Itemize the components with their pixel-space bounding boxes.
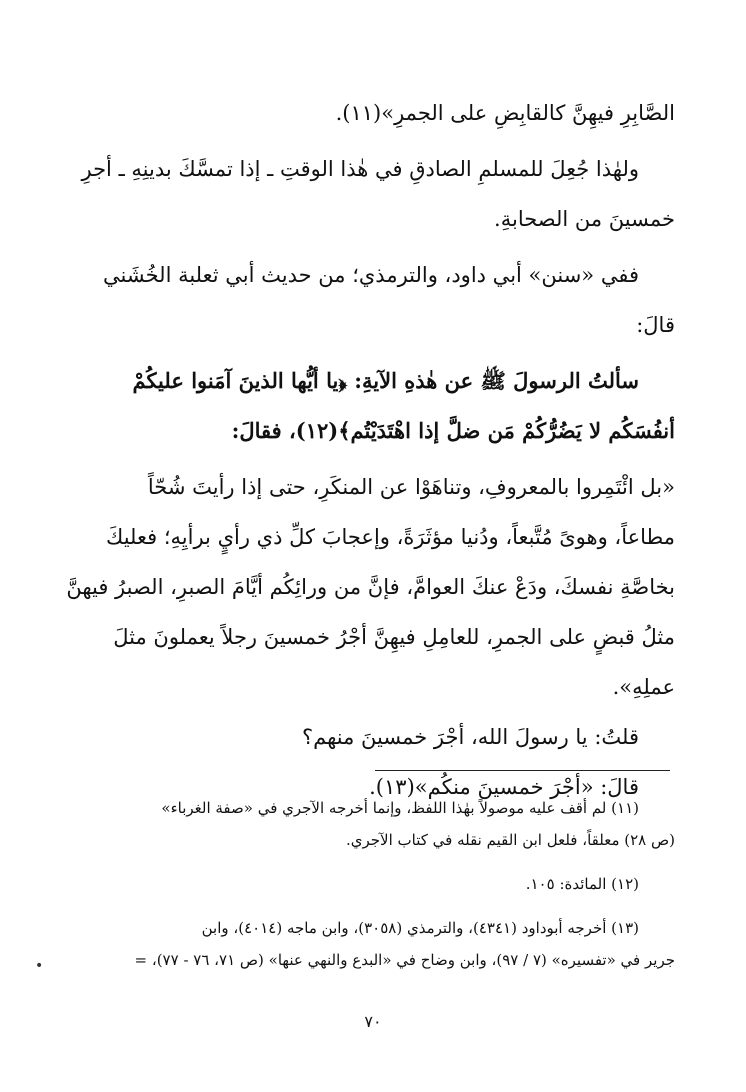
text-line: قلتُ: يا رسولَ الله، أجْرَ خمسينَ منهم؟	[301, 725, 639, 749]
footnote-line: جرير في «تفسيره» (٧ / ٩٧)، وابن وضاح في «البدع والنهي عنها» (ص ٧١، ٧٦ - ٧٧)، =	[134, 951, 675, 969]
text-line: ففي «سنن» أبي داود، والترمذي؛ من حديث أبي ثعلبة الخُشَني	[103, 263, 639, 287]
main-text	[66, 88, 675, 812]
text-line: خمسينَ من الصحابةِ.	[494, 207, 675, 231]
margin-dot: •	[35, 958, 44, 974]
footnote-line: (١١) لم أقف عليه موصولاً بهٰذا اللفظ، وإنما أخرجه الآجري في «صفة الغرباء»	[161, 799, 639, 817]
footnote-line: (١٢) المائدة: ١٠٥.	[525, 875, 639, 893]
text-line: قالَ: «أجْرَ خمسينَ منكُم»(١٣).	[369, 775, 639, 799]
text-line: مثلُ قبضٍ على الجمرِ، للعامِلِ فيهِنَّ أجْرُ خمسينَ رجلاً يعملونَ مثلَ	[113, 625, 675, 649]
text-line: قالَ:	[636, 313, 675, 337]
text-line: بخاصَّةِ نفسكَ، ودَعْ عنكَ العوامَّ، فإنَّ من ورائِكُم أيَّامَ الصبرِ، الصبرُ فيهنَّ	[66, 575, 675, 599]
footnote-line: (١٣) أخرجه أبوداود (٤٣٤١)، والترمذي (٣٠٥٨)، وابن ماجه (٤٠١٤)، وابن	[201, 919, 639, 937]
page-number: ٧٠	[364, 1012, 382, 1031]
text-line: الصَّابِرِ فيهِنَّ كالقابِضِ على الجمرِ»(١١).	[335, 101, 675, 125]
footnotes	[75, 792, 675, 976]
text-line-verse: سألتُ الرسولَ ﷺ عن هٰذهِ الآيةِ: ﴿يا أيُّها الذينَ آمَنوا عليكُمْ	[132, 368, 639, 393]
footnote-line: (ص ٢٨) معلقاً، فلعل ابن القيم نقله في كتاب الآجري.	[345, 831, 675, 849]
text-line-verse: أنفُسَكُم لا يَضُرُّكُمْ مَن ضلَّ إذا اهْتَدَيْتُم﴾(١٢)، فقالَ:	[231, 418, 675, 443]
text-line: مطاعاً، وهوىً مُتَّبعاً، ودُنيا مؤثَرَةً، وإعجابَ كلِّ ذي رأيٍ برأيِهِ؛ فعليكَ	[106, 525, 675, 549]
text-line: عملِهِ».	[612, 675, 675, 699]
footnote-separator	[375, 770, 670, 771]
text-line: ولهٰذا جُعِلَ للمسلمِ الصادقِ في هٰذا الوقتِ ـ إذا تمسَّكَ بدينِهِ ـ أجرِ	[81, 157, 639, 181]
text-line: «بل ائْتَمِروا بالمعروفِ، وتناهَوْا عن المنكَرِ، حتى إذا رأيتَ شُحّاً	[147, 475, 675, 499]
